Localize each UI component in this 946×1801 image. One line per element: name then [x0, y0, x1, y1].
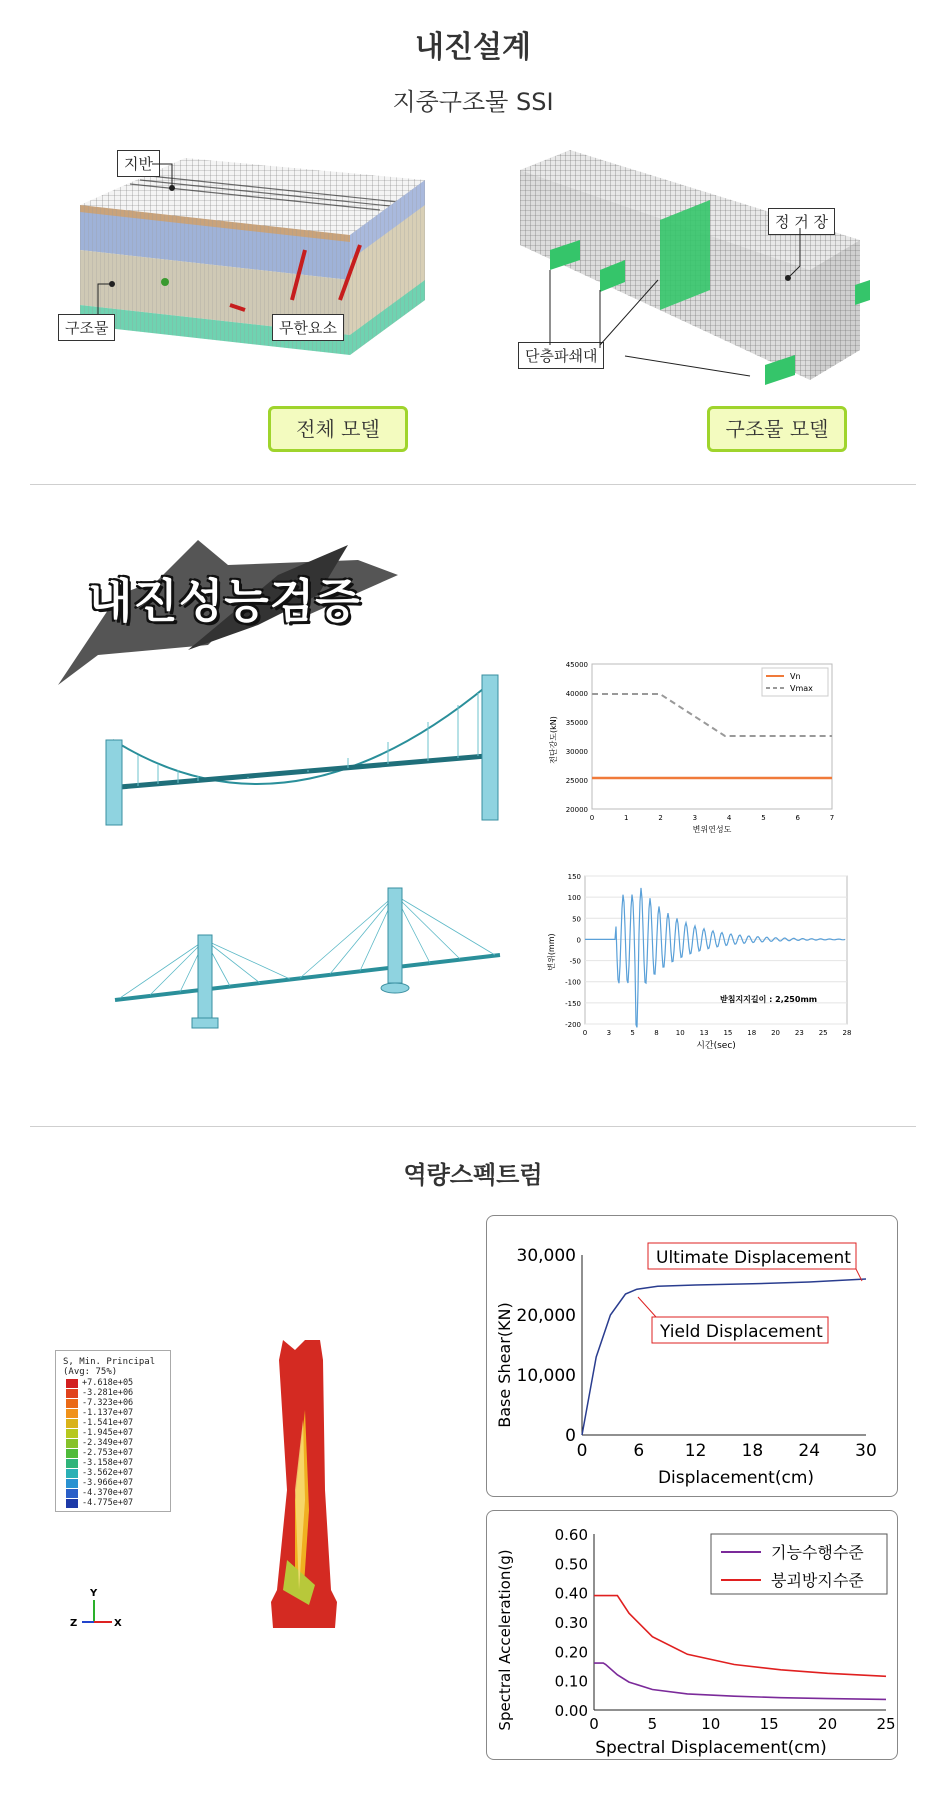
chart2-xtick: 0	[582, 1029, 588, 1037]
stress-legend-value: -1.945e+07	[82, 1428, 134, 1438]
y-tick-label: 0.50	[554, 1555, 588, 1574]
label-fault-zone: 단층파쇄대	[518, 342, 604, 369]
pushover-ylabel: Base Shear(KN)	[495, 1302, 514, 1428]
chart2-ytick: 100	[567, 894, 581, 903]
chart2-annotation: 받침지지길이 : 2,250mm	[720, 995, 818, 1004]
chart1-xtick: 1	[624, 814, 629, 822]
axis-triad-icon	[70, 1580, 130, 1640]
chart2-ylabel: 변위(mm)	[547, 933, 556, 971]
stress-legend-swatch	[66, 1449, 78, 1458]
stress-legend-value: -2.349e+07	[82, 1438, 134, 1448]
chart2-ytick: -150	[565, 999, 581, 1008]
x-tick-label: 0	[576, 1441, 588, 1461]
y-tick-label: 0.30	[554, 1614, 588, 1632]
chart2-xtick: 25	[818, 1029, 828, 1037]
pushover-xlabel: Displacement(cm)	[657, 1468, 815, 1488]
y-tick-label: 20,000	[516, 1306, 576, 1326]
legend-collapse-prevention: 붕괴방지수준	[771, 1571, 864, 1590]
stress-legend-swatch	[66, 1399, 78, 1408]
x-tick-label: 0	[589, 1715, 599, 1733]
x-tick-label: 5	[647, 1715, 658, 1733]
page-title: 내진설계	[415, 30, 531, 65]
stress-legend-swatch	[66, 1459, 78, 1468]
section-subtitle: 지중구조물 SSI	[392, 88, 554, 116]
x-tick-label: 6	[633, 1441, 645, 1461]
chart2-xtick: 28	[842, 1029, 852, 1037]
label-ground: 지반	[117, 150, 160, 177]
shear-strength-chart	[540, 660, 840, 835]
stress-legend-swatch	[66, 1479, 78, 1488]
x-tick-label: 24	[798, 1441, 821, 1461]
chart1-xtick: 4	[726, 814, 732, 822]
ultimate-displacement-label: Ultimate Displacement	[656, 1248, 851, 1268]
chart2-xtick: 13	[699, 1029, 709, 1037]
stress-legend-swatch	[66, 1389, 78, 1398]
chart1-xlabel: 변위연성도	[692, 825, 732, 834]
cable-stayed-bridge-image	[110, 880, 510, 1040]
y-tick-label: 0	[565, 1426, 576, 1446]
stress-legend-value: -3.158e+07	[82, 1458, 134, 1468]
stress-legend-swatch	[66, 1409, 78, 1418]
y-tick-label: 0.40	[554, 1584, 588, 1603]
y-tick-label: 0.20	[554, 1643, 588, 1662]
chart2-ytick: 50	[572, 915, 581, 924]
chart2-xtick: 3	[606, 1029, 612, 1037]
chart1-xtick: 0	[589, 814, 595, 822]
series-functional-level	[594, 1663, 886, 1699]
spectrum-ylabel: Spectral Acceleration(g)	[496, 1549, 514, 1731]
stress-legend-value: -1.137e+07	[82, 1408, 134, 1418]
stress-legend-swatch	[66, 1419, 78, 1428]
stress-legend-swatch	[66, 1469, 78, 1478]
chart1-xtick: 6	[795, 814, 800, 822]
x-tick-label: 12	[684, 1441, 707, 1461]
section-title-capacity: 역량스펙트럼	[403, 1161, 543, 1189]
pushover-chart	[486, 1215, 898, 1497]
leader-line-structure	[90, 280, 130, 320]
leader-line-infinite	[290, 326, 300, 336]
chart1-ytick: 20000	[565, 806, 588, 814]
spectrum-xlabel: Spectral Displacement(cm)	[595, 1738, 827, 1758]
banner-title: 내진성능검증	[88, 574, 361, 628]
chart2-xtick: 8	[654, 1029, 659, 1037]
chart2-ytick: -50	[569, 957, 581, 966]
chart1-xtick: 3	[692, 814, 698, 822]
label-structure: 구조물	[58, 314, 115, 341]
pushover-curve	[582, 1279, 866, 1435]
chart1-xtick: 5	[761, 814, 766, 822]
y-tick-label: 0.00	[554, 1702, 588, 1720]
stress-legend-swatch	[66, 1429, 78, 1438]
stress-legend-avg: (Avg: 75%)	[63, 1367, 118, 1377]
leader-line-ground	[150, 160, 190, 200]
stress-legend-swatch	[66, 1489, 78, 1498]
series-collapse-prevention	[594, 1596, 886, 1677]
suspension-bridge-image	[88, 660, 518, 835]
structure-model-button[interactable]: 구조물 모델	[707, 406, 847, 452]
y-tick-label: 10,000	[516, 1366, 576, 1386]
x-tick-label: 10	[701, 1715, 721, 1733]
legend-functional-level: 기능수행수준	[771, 1543, 864, 1562]
stress-legend-value: -3.562e+07	[82, 1468, 134, 1478]
stress-legend	[55, 1350, 171, 1512]
pier-stress-model-image	[265, 1340, 355, 1640]
chart2-ytick: 0	[576, 936, 581, 945]
label-infinite-element: 무한요소	[272, 314, 344, 341]
y-tick-label: 30,000	[516, 1246, 576, 1266]
chart2-xtick: 15	[723, 1029, 733, 1037]
chart2-xlabel: 시간(sec)	[696, 1041, 736, 1051]
chart2-ytick: -200	[565, 1021, 581, 1029]
x-tick-label: 20	[818, 1715, 838, 1733]
chart2-ytick: -100	[565, 978, 581, 987]
chart1-legend-vn: Vn	[790, 672, 801, 681]
stress-legend-value: -1.541e+07	[82, 1418, 134, 1428]
leader-lines-fault-zone	[540, 260, 800, 390]
spectrum-chart	[486, 1510, 898, 1760]
chart1-ytick: 25000	[565, 777, 588, 785]
x-tick-label: 25	[876, 1715, 896, 1733]
stress-legend-header: S, Min. Principal	[63, 1357, 156, 1367]
axis-z-label: Z	[70, 1618, 78, 1629]
stress-legend-swatch	[66, 1379, 78, 1388]
chart2-xtick: 20	[771, 1029, 781, 1037]
chart2-ytick: 150	[567, 873, 581, 881]
section-divider	[30, 484, 916, 485]
stress-legend-value: -3.281e+06	[82, 1388, 134, 1398]
chart1-xtick: 7	[829, 814, 835, 822]
chart1-ytick: 40000	[565, 690, 588, 698]
ground-model-image	[60, 150, 440, 400]
x-tick-label: 30	[855, 1441, 877, 1461]
chart1-ylabel: 전단강도(kN)	[549, 716, 558, 764]
full-model-button[interactable]: 전체 모델	[268, 406, 408, 452]
y-tick-label: 0.60	[554, 1526, 588, 1544]
label-station: 정 거 장	[768, 208, 835, 235]
chart1-ytick: 30000	[565, 748, 588, 756]
chart1-ytick: 45000	[565, 661, 588, 669]
chart1-xtick: 2	[658, 814, 663, 822]
stress-legend-value: -3.966e+07	[82, 1478, 134, 1488]
chart2-xtick: 23	[794, 1029, 804, 1037]
stress-legend-value: -4.370e+07	[82, 1488, 134, 1498]
chart1-legend-vmax: Vmax	[790, 684, 813, 693]
displacement-time-chart	[540, 872, 855, 1052]
y-tick-label: 0.10	[554, 1672, 588, 1691]
chart1-ytick: 35000	[565, 719, 588, 727]
stress-legend-value: +7.618e+05	[82, 1378, 134, 1388]
chart2-xtick: 10	[675, 1029, 685, 1037]
yield-displacement-label: Yield Displacement	[660, 1322, 823, 1342]
axis-x-label: X	[114, 1618, 122, 1629]
stress-legend-value: -2.753e+07	[82, 1448, 134, 1458]
chart2-xtick: 18	[747, 1029, 757, 1037]
axis-y-label: Y	[90, 1588, 98, 1599]
x-tick-label: 15	[759, 1715, 779, 1733]
section-divider	[30, 1126, 916, 1127]
stress-legend-swatch	[66, 1439, 78, 1448]
x-tick-label: 18	[741, 1441, 764, 1461]
stress-legend-value: -4.775e+07	[82, 1498, 134, 1508]
stress-legend-swatch	[66, 1499, 78, 1508]
stress-legend-value: -7.323e+06	[82, 1398, 134, 1408]
chart2-xtick: 5	[630, 1029, 635, 1037]
